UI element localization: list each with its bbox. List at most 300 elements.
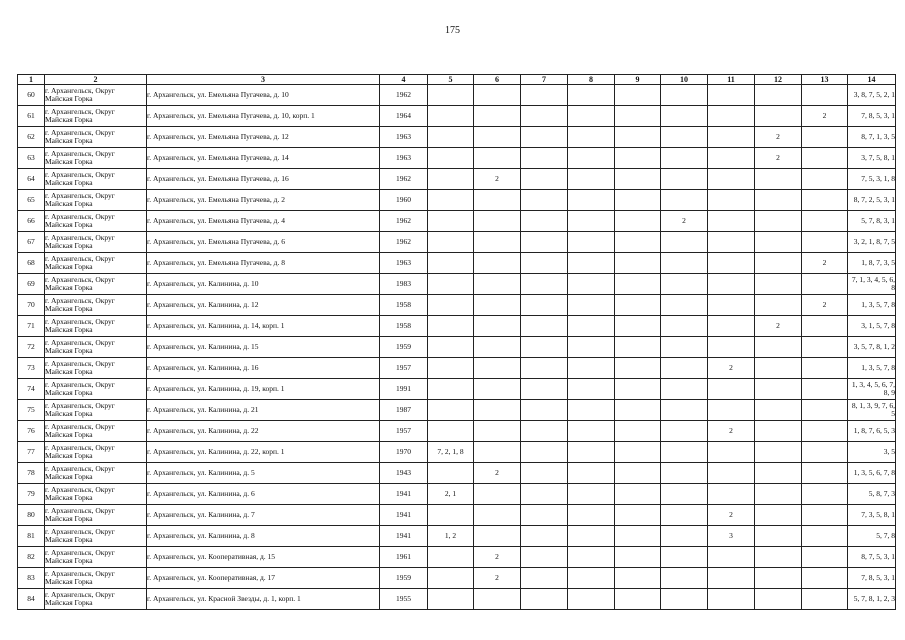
value-cell-col-10 [661, 316, 708, 337]
value-cell-col-14: 5, 7, 8, 3, 1 [848, 211, 896, 232]
table-row [18, 421, 896, 442]
address-cell: г. Архангельск, ул. Калинина, д. 15 [147, 337, 380, 358]
district-line-1: г. Архангельск, Округ [45, 191, 115, 200]
registry-table [17, 74, 896, 610]
year-cell: 1955 [380, 589, 428, 610]
value-cell-col-9 [615, 232, 661, 253]
district-line-1: г. Архангельск, Округ [45, 128, 115, 137]
district-cell [45, 442, 147, 463]
value-cell-col-8 [568, 274, 615, 295]
value-cell-col-12 [755, 211, 802, 232]
value-cell-col-7 [521, 526, 568, 547]
value-cell-col-7 [521, 232, 568, 253]
value-cell-col-6 [474, 232, 521, 253]
address-cell: г. Архангельск, ул. Калинина, д. 7 [147, 505, 380, 526]
district-line-1: г. Архангельск, Округ [45, 506, 115, 515]
value-cell-col-12 [755, 274, 802, 295]
value-cell-col-8 [568, 463, 615, 484]
value-cell-col-9 [615, 421, 661, 442]
value-cell-col-9 [615, 505, 661, 526]
row-number-cell: 81 [18, 526, 45, 547]
value-cell-col-8 [568, 484, 615, 505]
district-cell [45, 85, 147, 106]
year-cell: 1964 [380, 106, 428, 127]
value-cell-col-14: 3, 8, 7, 5, 2, 1 [848, 85, 896, 106]
value-cell-col-13 [802, 442, 848, 463]
district-cell [45, 274, 147, 295]
value-cell-col-11: 2 [708, 505, 755, 526]
district-line-1: г. Архангельск, Округ [45, 548, 115, 557]
district-line-1: г. Архангельск, Округ [45, 443, 115, 452]
district-line-2: Майская Горка [45, 178, 93, 187]
value-cell-col-9 [615, 442, 661, 463]
address-cell: г. Архангельск, ул. Калинина, д. 12 [147, 295, 380, 316]
district-line-2: Майская Горка [45, 577, 93, 586]
value-cell-col-7 [521, 358, 568, 379]
district-line-2: Майская Горка [45, 283, 93, 292]
value-cell-col-11 [708, 106, 755, 127]
value-cell-col-9 [615, 463, 661, 484]
district-line-2: Майская Горка [45, 367, 93, 376]
district-line-1: г. Архангельск, Округ [45, 464, 115, 473]
value-cell-col-7 [521, 190, 568, 211]
value-cell-col-7 [521, 295, 568, 316]
year-cell: 1958 [380, 316, 428, 337]
row-number-cell: 68 [18, 253, 45, 274]
district-cell [45, 568, 147, 589]
value-cell-col-8 [568, 316, 615, 337]
value-cell-col-13 [802, 505, 848, 526]
year-cell: 1983 [380, 274, 428, 295]
district-cell [45, 127, 147, 148]
value-cell-col-6 [474, 442, 521, 463]
district-line-1: г. Архангельск, Округ [45, 317, 115, 326]
value-cell-col-7 [521, 505, 568, 526]
value-cell-col-11 [708, 442, 755, 463]
value-cell-col-11 [708, 568, 755, 589]
row-number-cell: 62 [18, 127, 45, 148]
year-cell: 1941 [380, 484, 428, 505]
value-cell-col-8 [568, 211, 615, 232]
value-cell-col-6 [474, 211, 521, 232]
address-cell: г. Архангельск, ул. Калинина, д. 8 [147, 526, 380, 547]
value-cell-col-7 [521, 463, 568, 484]
value-cell-col-13 [802, 421, 848, 442]
table-row [18, 547, 896, 568]
value-cell-col-11 [708, 169, 755, 190]
value-cell-col-14: 7, 8, 5, 3, 1 [848, 106, 896, 127]
column-header-4: 4 [380, 75, 428, 85]
address-cell: г. Архангельск, ул. Калинина, д. 21 [147, 400, 380, 421]
value-cell-col-12 [755, 400, 802, 421]
value-cell-col-11 [708, 337, 755, 358]
value-cell-col-7 [521, 589, 568, 610]
value-cell-col-11 [708, 295, 755, 316]
value-cell-col-10 [661, 148, 708, 169]
value-cell-col-13 [802, 190, 848, 211]
year-cell: 1959 [380, 337, 428, 358]
value-cell-col-9 [615, 589, 661, 610]
year-cell: 1941 [380, 505, 428, 526]
address-cell: г. Архангельск, ул. Емельяна Пугачева, д. 12 [147, 127, 380, 148]
value-cell-col-10 [661, 190, 708, 211]
value-cell-col-5 [428, 148, 474, 169]
value-cell-col-9 [615, 295, 661, 316]
column-header-7: 7 [521, 75, 568, 85]
value-cell-col-5 [428, 379, 474, 400]
address-cell: г. Архангельск, ул. Емельяна Пугачева, д. 16 [147, 169, 380, 190]
row-number-cell: 74 [18, 379, 45, 400]
table-body [18, 85, 896, 610]
table-row [18, 295, 896, 316]
value-cell-col-12: 2 [755, 127, 802, 148]
value-cell-col-10 [661, 127, 708, 148]
column-header-9: 9 [615, 75, 661, 85]
address-cell: г. Архангельск, ул. Емельяна Пугачева, д. 10 [147, 85, 380, 106]
row-number-cell: 69 [18, 274, 45, 295]
value-cell-col-10 [661, 547, 708, 568]
table-row [18, 505, 896, 526]
value-cell-col-5 [428, 463, 474, 484]
row-number-cell: 77 [18, 442, 45, 463]
value-cell-col-7 [521, 274, 568, 295]
value-cell-col-10 [661, 484, 708, 505]
column-header-13: 13 [802, 75, 848, 85]
value-cell-col-7 [521, 547, 568, 568]
value-cell-col-10 [661, 337, 708, 358]
value-cell-col-13: 2 [802, 295, 848, 316]
table-row [18, 442, 896, 463]
value-cell-col-9 [615, 127, 661, 148]
value-cell-col-5: 2, 1 [428, 484, 474, 505]
column-header-6: 6 [474, 75, 521, 85]
district-line-1: г. Архангельск, Округ [45, 212, 115, 221]
district-cell [45, 484, 147, 505]
value-cell-col-14: 3, 7, 5, 8, 1 [848, 148, 896, 169]
district-line-1: г. Архангельск, Округ [45, 107, 115, 116]
address-cell: г. Архангельск, ул. Калинина, д. 19, корп. 1 [147, 379, 380, 400]
value-cell-col-12 [755, 547, 802, 568]
value-cell-col-7 [521, 568, 568, 589]
value-cell-col-7 [521, 337, 568, 358]
value-cell-col-8 [568, 106, 615, 127]
value-cell-col-9 [615, 526, 661, 547]
value-cell-col-5 [428, 127, 474, 148]
value-cell-col-5 [428, 568, 474, 589]
value-cell-col-13: 2 [802, 106, 848, 127]
table-row [18, 526, 896, 547]
column-header-5: 5 [428, 75, 474, 85]
value-cell-col-13 [802, 316, 848, 337]
district-line-1: г. Архангельск, Округ [45, 233, 115, 242]
table-row [18, 85, 896, 106]
value-cell-col-14: 3, 1, 5, 7, 8 [848, 316, 896, 337]
district-line-2: Майская Горка [45, 94, 93, 103]
value-cell-col-10 [661, 358, 708, 379]
district-cell [45, 295, 147, 316]
address-cell: г. Архангельск, ул. Емельяна Пугачева, д. 2 [147, 190, 380, 211]
value-cell-col-12 [755, 85, 802, 106]
column-header-8: 8 [568, 75, 615, 85]
value-cell-col-14: 5, 8, 7, 3 [848, 484, 896, 505]
value-cell-col-11 [708, 190, 755, 211]
district-line-1: г. Архангельск, Округ [45, 359, 115, 368]
value-cell-col-5 [428, 274, 474, 295]
value-cell-col-11 [708, 316, 755, 337]
value-cell-col-7 [521, 85, 568, 106]
year-cell: 1987 [380, 400, 428, 421]
value-cell-col-11: 3 [708, 526, 755, 547]
value-cell-col-9 [615, 253, 661, 274]
district-line-1: г. Архангельск, Округ [45, 401, 115, 410]
value-cell-col-12 [755, 505, 802, 526]
year-cell: 1957 [380, 358, 428, 379]
row-number-cell: 67 [18, 232, 45, 253]
value-cell-col-7 [521, 148, 568, 169]
value-cell-col-11 [708, 589, 755, 610]
district-line-2: Майская Горка [45, 325, 93, 334]
value-cell-col-14: 8, 7, 2, 5, 3, 1 [848, 190, 896, 211]
value-cell-col-8 [568, 85, 615, 106]
address-cell: г. Архангельск, ул. Калинина, д. 10 [147, 274, 380, 295]
value-cell-col-12 [755, 484, 802, 505]
district-line-2: Майская Горка [45, 388, 93, 397]
value-cell-col-12 [755, 169, 802, 190]
value-cell-col-13 [802, 211, 848, 232]
district-cell [45, 106, 147, 127]
district-cell [45, 358, 147, 379]
value-cell-col-14: 1, 8, 7, 6, 5, 3 [848, 421, 896, 442]
value-cell-col-13 [802, 400, 848, 421]
address-cell: г. Архангельск, ул. Калинина, д. 14, корп. 1 [147, 316, 380, 337]
year-cell: 1943 [380, 463, 428, 484]
column-header-2: 2 [45, 75, 147, 85]
row-number-cell: 71 [18, 316, 45, 337]
value-cell-col-7 [521, 316, 568, 337]
value-cell-col-9 [615, 190, 661, 211]
value-cell-col-11 [708, 400, 755, 421]
value-cell-col-14: 8, 7, 5, 3, 1 [848, 547, 896, 568]
value-cell-col-6 [474, 127, 521, 148]
value-cell-col-5 [428, 316, 474, 337]
value-cell-col-11: 2 [708, 421, 755, 442]
district-line-2: Майская Горка [45, 262, 93, 271]
column-header-11: 11 [708, 75, 755, 85]
value-cell-col-12 [755, 295, 802, 316]
district-line-2: Майская Горка [45, 304, 93, 313]
district-cell [45, 190, 147, 211]
year-cell: 1961 [380, 547, 428, 568]
value-cell-col-12: 2 [755, 148, 802, 169]
value-cell-col-8 [568, 526, 615, 547]
year-cell: 1970 [380, 442, 428, 463]
value-cell-col-6 [474, 316, 521, 337]
district-cell [45, 316, 147, 337]
value-cell-col-11 [708, 547, 755, 568]
value-cell-col-9 [615, 379, 661, 400]
value-cell-col-10 [661, 568, 708, 589]
value-cell-col-9 [615, 337, 661, 358]
value-cell-col-8 [568, 358, 615, 379]
year-cell: 1963 [380, 253, 428, 274]
value-cell-col-9 [615, 211, 661, 232]
district-line-2: Майская Горка [45, 199, 93, 208]
value-cell-col-5 [428, 547, 474, 568]
value-cell-col-10 [661, 232, 708, 253]
value-cell-col-9 [615, 274, 661, 295]
table-row [18, 169, 896, 190]
value-cell-col-6 [474, 190, 521, 211]
value-cell-col-13 [802, 547, 848, 568]
value-cell-col-10: 2 [661, 211, 708, 232]
address-cell: г. Архангельск, ул. Калинина, д. 22, корп. 1 [147, 442, 380, 463]
row-number-cell: 84 [18, 589, 45, 610]
value-cell-col-14: 1, 3, 5, 7, 8 [848, 295, 896, 316]
value-cell-col-7 [521, 127, 568, 148]
value-cell-col-14: 8, 7, 1, 3, 5 [848, 127, 896, 148]
value-cell-col-5: 7, 2, 1, 8 [428, 442, 474, 463]
value-cell-col-11 [708, 148, 755, 169]
row-number-cell: 60 [18, 85, 45, 106]
value-cell-col-12 [755, 232, 802, 253]
value-cell-col-7 [521, 106, 568, 127]
value-cell-col-13 [802, 568, 848, 589]
value-cell-col-13 [802, 526, 848, 547]
table-row [18, 127, 896, 148]
value-cell-col-8 [568, 400, 615, 421]
value-cell-col-13 [802, 148, 848, 169]
value-cell-col-5 [428, 169, 474, 190]
district-line-1: г. Архангельск, Округ [45, 296, 115, 305]
value-cell-col-11 [708, 274, 755, 295]
value-cell-col-13 [802, 127, 848, 148]
row-number-cell: 78 [18, 463, 45, 484]
value-cell-col-8 [568, 148, 615, 169]
value-cell-col-12 [755, 337, 802, 358]
district-line-2: Майская Горка [45, 220, 93, 229]
value-cell-col-7 [521, 169, 568, 190]
value-cell-col-9 [615, 169, 661, 190]
table-row [18, 148, 896, 169]
value-cell-col-5 [428, 505, 474, 526]
table-row [18, 106, 896, 127]
value-cell-col-13 [802, 337, 848, 358]
address-cell: г. Архангельск, ул. Емельяна Пугачева, д. 6 [147, 232, 380, 253]
district-line-2: Майская Горка [45, 430, 93, 439]
value-cell-col-14: 7, 8, 5, 3, 1 [848, 568, 896, 589]
table-row [18, 463, 896, 484]
value-cell-col-6 [474, 505, 521, 526]
value-cell-col-9 [615, 316, 661, 337]
district-line-2: Майская Горка [45, 346, 93, 355]
value-cell-col-13 [802, 358, 848, 379]
district-line-1: г. Архангельск, Округ [45, 170, 115, 179]
value-cell-col-8 [568, 169, 615, 190]
value-cell-col-14: 5, 7, 8 [848, 526, 896, 547]
address-cell: г. Архангельск, ул. Калинина, д. 5 [147, 463, 380, 484]
value-cell-col-6 [474, 106, 521, 127]
district-cell [45, 547, 147, 568]
address-cell: г. Архангельск, ул. Калинина, д. 6 [147, 484, 380, 505]
row-number-cell: 79 [18, 484, 45, 505]
value-cell-col-6 [474, 337, 521, 358]
district-line-2: Майская Горка [45, 136, 93, 145]
value-cell-col-5 [428, 232, 474, 253]
value-cell-col-12 [755, 421, 802, 442]
year-cell: 1991 [380, 379, 428, 400]
value-cell-col-9 [615, 85, 661, 106]
value-cell-col-6: 2 [474, 169, 521, 190]
district-line-2: Майская Горка [45, 472, 93, 481]
value-cell-col-6 [474, 274, 521, 295]
row-number-cell: 80 [18, 505, 45, 526]
value-cell-col-10 [661, 589, 708, 610]
value-cell-col-12 [755, 526, 802, 547]
year-cell: 1960 [380, 190, 428, 211]
district-line-1: г. Архангельск, Округ [45, 275, 115, 284]
value-cell-col-8 [568, 232, 615, 253]
value-cell-col-9 [615, 547, 661, 568]
value-cell-col-5 [428, 190, 474, 211]
value-cell-col-8 [568, 190, 615, 211]
value-cell-col-8 [568, 295, 615, 316]
value-cell-col-10 [661, 169, 708, 190]
value-cell-col-9 [615, 148, 661, 169]
value-cell-col-11 [708, 211, 755, 232]
district-line-2: Майская Горка [45, 598, 93, 607]
value-cell-col-5 [428, 337, 474, 358]
district-line-1: г. Архангельск, Округ [45, 569, 115, 578]
district-line-1: г. Архангельск, Округ [45, 422, 115, 431]
value-cell-col-5 [428, 106, 474, 127]
year-cell: 1962 [380, 232, 428, 253]
table-row [18, 400, 896, 421]
district-cell [45, 232, 147, 253]
address-cell: г. Архангельск, ул. Емельяна Пугачева, д. 8 [147, 253, 380, 274]
value-cell-col-12 [755, 358, 802, 379]
value-cell-col-7 [521, 421, 568, 442]
value-cell-col-7 [521, 400, 568, 421]
row-number-cell: 65 [18, 190, 45, 211]
value-cell-col-5 [428, 85, 474, 106]
value-cell-col-6 [474, 421, 521, 442]
value-cell-col-6 [474, 148, 521, 169]
table-row [18, 232, 896, 253]
value-cell-col-10 [661, 253, 708, 274]
row-number-cell: 75 [18, 400, 45, 421]
address-cell: г. Архангельск, ул. Калинина, д. 16 [147, 358, 380, 379]
value-cell-col-5 [428, 589, 474, 610]
value-cell-col-6 [474, 295, 521, 316]
year-cell: 1963 [380, 148, 428, 169]
row-number-cell: 83 [18, 568, 45, 589]
district-line-2: Майская Горка [45, 535, 93, 544]
value-cell-col-9 [615, 358, 661, 379]
value-cell-col-14: 1, 8, 7, 3, 5 [848, 253, 896, 274]
value-cell-col-13 [802, 379, 848, 400]
district-line-2: Майская Горка [45, 514, 93, 523]
value-cell-col-9 [615, 568, 661, 589]
table-row [18, 253, 896, 274]
value-cell-col-13: 2 [802, 253, 848, 274]
address-cell: г. Архангельск, ул. Емельяна Пугачева, д. 10, корп. 1 [147, 106, 380, 127]
district-cell [45, 337, 147, 358]
value-cell-col-13 [802, 589, 848, 610]
value-cell-col-14: 3, 5, 7, 8, 1, 2 [848, 337, 896, 358]
value-cell-col-12 [755, 253, 802, 274]
district-line-2: Майская Горка [45, 451, 93, 460]
district-line-2: Майская Горка [45, 556, 93, 565]
